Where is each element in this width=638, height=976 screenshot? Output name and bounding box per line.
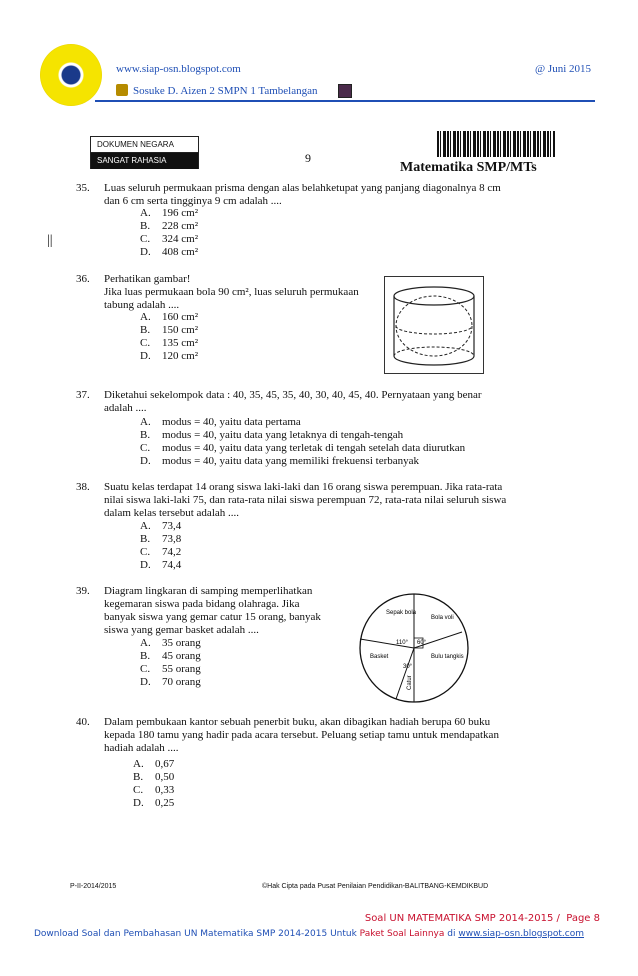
download-link-paket[interactable]: Paket Soal Lainnya bbox=[359, 929, 445, 939]
download-line bbox=[34, 929, 584, 939]
option: A. 35 orang bbox=[140, 637, 201, 649]
question-line: kegemaran siswa pada bidang olahraga. Jika bbox=[104, 598, 300, 610]
option: D. 70 orang bbox=[140, 676, 201, 688]
option: D. 120 cm² bbox=[140, 350, 198, 362]
question-number: 40. bbox=[76, 716, 90, 728]
question-text bbox=[104, 273, 359, 312]
option: C. 55 orang bbox=[140, 663, 201, 675]
download-text-di: di bbox=[444, 929, 459, 939]
option: B. 0,50 bbox=[133, 771, 175, 783]
pie-angle-60: 60° bbox=[417, 640, 427, 646]
question-line: kepada 180 tamu yang hadir pada acara tersebut. Peluang setiap tamu untuk mendapatkan bbox=[104, 729, 499, 741]
option: B. 73,8 bbox=[140, 533, 182, 545]
option: C. modus = 40, yaitu data yang terletak di tengah setelah data diurutkan bbox=[140, 442, 466, 454]
document-label-box bbox=[90, 136, 199, 169]
option: D. 0,25 bbox=[133, 797, 175, 809]
option: D. modus = 40, yaitu data yang memiliki frekuensi terbanyak bbox=[140, 455, 420, 467]
question-line: tabung adalah .... bbox=[104, 299, 180, 311]
avatar-icon bbox=[338, 84, 352, 98]
question-line: nilai siswa laki-laki 75, dan rata-rata nilai siswa perempuan 72, rata-rata nilai seluruh siswa bbox=[104, 494, 507, 506]
pie-angle-110: 110° bbox=[396, 640, 408, 646]
question-line: Luas seluruh permukaan prisma dengan alas belahketupat yang panjang diagonalnya 8 cm bbox=[104, 182, 501, 194]
question-line: Diagram lingkaran di samping memperlihatkan bbox=[104, 585, 313, 597]
question-text bbox=[104, 716, 499, 755]
date-label: @ Juni 2015 bbox=[535, 63, 591, 75]
question-line: Diketahui sekelompok data : 40, 35, 45, 35, 40, 30, 40, 45, 40. Pernyataan yang benar bbox=[104, 389, 482, 401]
option: B. 228 cm² bbox=[140, 220, 198, 232]
question-text bbox=[104, 182, 501, 208]
question-line: adalah .... bbox=[104, 402, 147, 414]
question-text bbox=[104, 481, 506, 520]
pie-label-bulutangkis: Bulu tangkis bbox=[431, 654, 464, 660]
download-text: Download Soal dan Pembahasan UN Matematika SMP 2014-2015 Untuk bbox=[34, 929, 360, 939]
barcode bbox=[437, 131, 555, 157]
option: C. 74,2 bbox=[140, 546, 182, 558]
option: B. 45 orang bbox=[140, 650, 201, 662]
option: A. 73,4 bbox=[140, 520, 182, 532]
option: C. 324 cm² bbox=[140, 233, 198, 245]
question-number: 35. bbox=[76, 182, 90, 194]
option: B. modus = 40, yaitu data yang letaknya di tengah-tengah bbox=[140, 429, 404, 441]
doc-label-negara: DOKUMEN NEGARA bbox=[91, 137, 198, 153]
pie-label-sepakbola: Sepak bola bbox=[386, 610, 417, 616]
question-number: 39. bbox=[76, 585, 90, 597]
option: C. 0,33 bbox=[133, 784, 175, 796]
question-line: banyak siswa yang gemar catur 15 orang, banyak bbox=[104, 611, 321, 623]
exam-code: P-II-2014/2015 bbox=[70, 883, 117, 890]
option: A. modus = 40, yaitu data pertama bbox=[140, 416, 301, 428]
question-line: Jika luas permukaan bola 90 cm², luas seluruh permukaan bbox=[104, 286, 359, 298]
option: D. 74,4 bbox=[140, 559, 182, 571]
question-number: 36. bbox=[76, 273, 90, 285]
question-line: siswa yang gemar basket adalah .... bbox=[104, 624, 259, 636]
exam-page-number: 9 bbox=[305, 151, 311, 165]
question-line: Perhatikan gambar! bbox=[104, 273, 191, 285]
site-link[interactable]: www.siap-osn.blogspot.com bbox=[116, 63, 241, 75]
header-divider bbox=[95, 100, 595, 102]
question-line: Dalam pembukaan kantor sebuah penerbit buku, akan dibagikan hadiah berupa 60 buku bbox=[104, 716, 491, 728]
pie-angle-30: 30° bbox=[403, 664, 413, 670]
author-label: Sosuke D. Aizen 2 SMPN 1 Tambelangan bbox=[133, 85, 318, 97]
subject-title: Matematika SMP/MTs bbox=[400, 160, 537, 175]
doc-label-rahasia: SANGAT RAHASIA bbox=[91, 153, 198, 169]
question-line: hadiah adalah .... bbox=[104, 742, 179, 754]
page-footer-label: Soal UN MATEMATIKA SMP 2014-2015 / bbox=[364, 913, 560, 924]
question-line: dan 6 cm serta tingginya 9 cm adalah .... bbox=[104, 195, 282, 207]
page-footer bbox=[365, 913, 600, 924]
copyright-notice: ©Hak Cipta pada Pusat Penilaian Pendidikan-BALITBANG-KEMDIKBUD bbox=[262, 883, 489, 890]
blog-logo bbox=[40, 44, 102, 106]
option: A. 160 cm² bbox=[140, 311, 198, 323]
option: A. 0,67 bbox=[133, 758, 175, 770]
download-site-link[interactable]: www.siap-osn.blogspot.com bbox=[458, 929, 585, 939]
question-number: 37. bbox=[76, 389, 90, 401]
option: B. 150 cm² bbox=[140, 324, 198, 336]
question-text bbox=[104, 585, 321, 637]
page-footer-number: Page 8 bbox=[566, 913, 600, 924]
question-line: Suatu kelas terdapat 14 orang siswa laki-laki dan 16 orang siswa perempuan. Jika rata-rata bbox=[104, 481, 503, 493]
pie-label-catur: Catur bbox=[407, 675, 413, 690]
option: D. 408 cm² bbox=[140, 246, 198, 258]
option: C. 135 cm² bbox=[140, 337, 198, 349]
pie-label-bolavoli: Bola voli bbox=[431, 615, 454, 621]
question-text bbox=[104, 389, 482, 415]
sports-pie-diagram bbox=[358, 592, 470, 704]
question-line: dalam kelas tersebut adalah .... bbox=[104, 507, 240, 519]
pie-label-basket: Basket bbox=[370, 654, 389, 660]
question-number: 38. bbox=[76, 481, 90, 493]
option: A. 196 cm² bbox=[140, 207, 198, 219]
margin-mark: || bbox=[47, 233, 53, 248]
school-emblem-icon bbox=[116, 84, 128, 96]
cylinder-sphere-figure bbox=[384, 276, 484, 374]
